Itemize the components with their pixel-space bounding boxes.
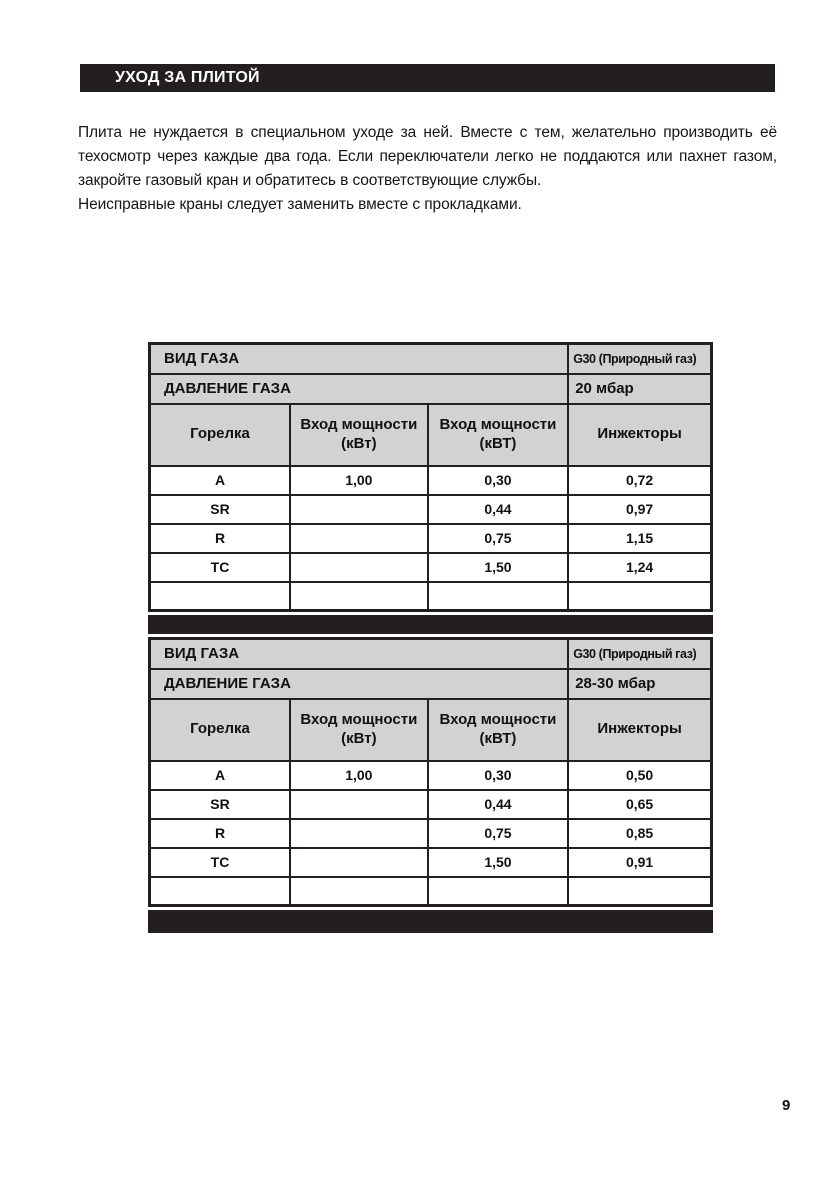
intro-text — [78, 121, 777, 217]
table-cell: 0,44 — [428, 790, 569, 819]
table-cell: 0,75 — [428, 819, 569, 848]
pressure-label: ДАВЛЕНИЕ ГАЗА — [150, 374, 569, 404]
section-title: УХОД ЗА ПЛИТОЙ — [115, 69, 260, 86]
table-row — [150, 819, 712, 848]
pressure-value: 28-30 мбар — [568, 669, 711, 699]
table-cell: 1,00 — [290, 761, 428, 790]
burner-cell: R — [150, 819, 291, 848]
column-header-row — [150, 699, 712, 761]
burner-cell: A — [150, 466, 291, 495]
table-cell: 0,30 — [428, 761, 569, 790]
table-cell: 0,85 — [568, 819, 711, 848]
gas-pressure-row — [150, 374, 712, 404]
table-row — [150, 848, 712, 877]
column-header-power-input-1: Вход мощности (кВт) — [290, 404, 428, 466]
gas-type-row — [150, 639, 712, 669]
table-cell — [290, 790, 428, 819]
table-cell: 0,97 — [568, 495, 711, 524]
table-cell: 0,50 — [568, 761, 711, 790]
table-cell — [290, 877, 428, 906]
table-cell: 0,44 — [428, 495, 569, 524]
gas-type-value: G30 (Природный газ) — [568, 639, 711, 669]
gas-type-label: ВИД ГАЗА — [150, 344, 569, 374]
table-row — [150, 761, 712, 790]
table-cell: 1,00 — [290, 466, 428, 495]
table-cell — [150, 877, 291, 906]
gas-table-20mbar — [148, 342, 713, 612]
table-row — [150, 495, 712, 524]
burner-cell: TC — [150, 848, 291, 877]
table-cell — [290, 524, 428, 553]
table-cell — [290, 582, 428, 611]
gas-table-28-30mbar — [148, 637, 713, 907]
table-cell — [150, 582, 291, 611]
column-header-power-input-1: Вход мощности (кВт) — [290, 699, 428, 761]
gas-pressure-row — [150, 669, 712, 699]
table-row — [150, 553, 712, 582]
gas-type-row — [150, 344, 712, 374]
burner-cell: SR — [150, 495, 291, 524]
burner-cell: A — [150, 761, 291, 790]
table-cell: 1,50 — [428, 553, 569, 582]
column-header-injectors: Инжекторы — [568, 404, 711, 466]
pressure-value: 20 мбар — [568, 374, 711, 404]
column-header-burner: Горелка — [150, 699, 291, 761]
table-cell: 0,30 — [428, 466, 569, 495]
burner-cell: R — [150, 524, 291, 553]
section-header-bar — [80, 64, 775, 92]
intro-paragraph-2: Неисправные краны следует заменить вместе с прокладками. — [78, 196, 522, 213]
table-cell: 1,15 — [568, 524, 711, 553]
table-row — [150, 466, 712, 495]
column-header-row — [150, 404, 712, 466]
table-cell — [290, 495, 428, 524]
separator-bar — [148, 615, 713, 634]
table-row — [150, 790, 712, 819]
gas-type-label: ВИД ГАЗА — [150, 639, 569, 669]
table-cell — [428, 582, 569, 611]
table-cell — [290, 553, 428, 582]
table-row-empty — [150, 877, 712, 906]
page-number: 9 — [782, 1097, 791, 1114]
separator-bar-bottom — [148, 910, 713, 933]
table-cell — [568, 582, 711, 611]
table-cell — [290, 848, 428, 877]
column-header-injectors: Инжекторы — [568, 699, 711, 761]
burner-cell: SR — [150, 790, 291, 819]
table-cell: 1,50 — [428, 848, 569, 877]
column-header-burner: Горелка — [150, 404, 291, 466]
table-cell — [568, 877, 711, 906]
gas-tables-block — [148, 342, 713, 933]
gas-type-value: G30 (Природный газ) — [568, 344, 711, 374]
column-header-power-input-2: Вход мощности (кВТ) — [428, 404, 569, 466]
table-cell: 0,75 — [428, 524, 569, 553]
table-cell: 0,91 — [568, 848, 711, 877]
table-cell: 0,72 — [568, 466, 711, 495]
intro-paragraph-1: Плита не нуждается в специальном уходе за ней. Вместе с тем, желательно производить её техосмотр через каждые два года. Если переключатели легко не поддаются или пахнет газом, закройте газовый кран и обратитесь в соответствующие службы. — [78, 124, 777, 189]
table-row-empty — [150, 582, 712, 611]
pressure-label: ДАВЛЕНИЕ ГАЗА — [150, 669, 569, 699]
table-row — [150, 524, 712, 553]
table-cell — [428, 877, 569, 906]
column-header-power-input-2: Вход мощности (кВТ) — [428, 699, 569, 761]
burner-cell: TC — [150, 553, 291, 582]
table-cell: 1,24 — [568, 553, 711, 582]
table-cell: 0,65 — [568, 790, 711, 819]
table-cell — [290, 819, 428, 848]
